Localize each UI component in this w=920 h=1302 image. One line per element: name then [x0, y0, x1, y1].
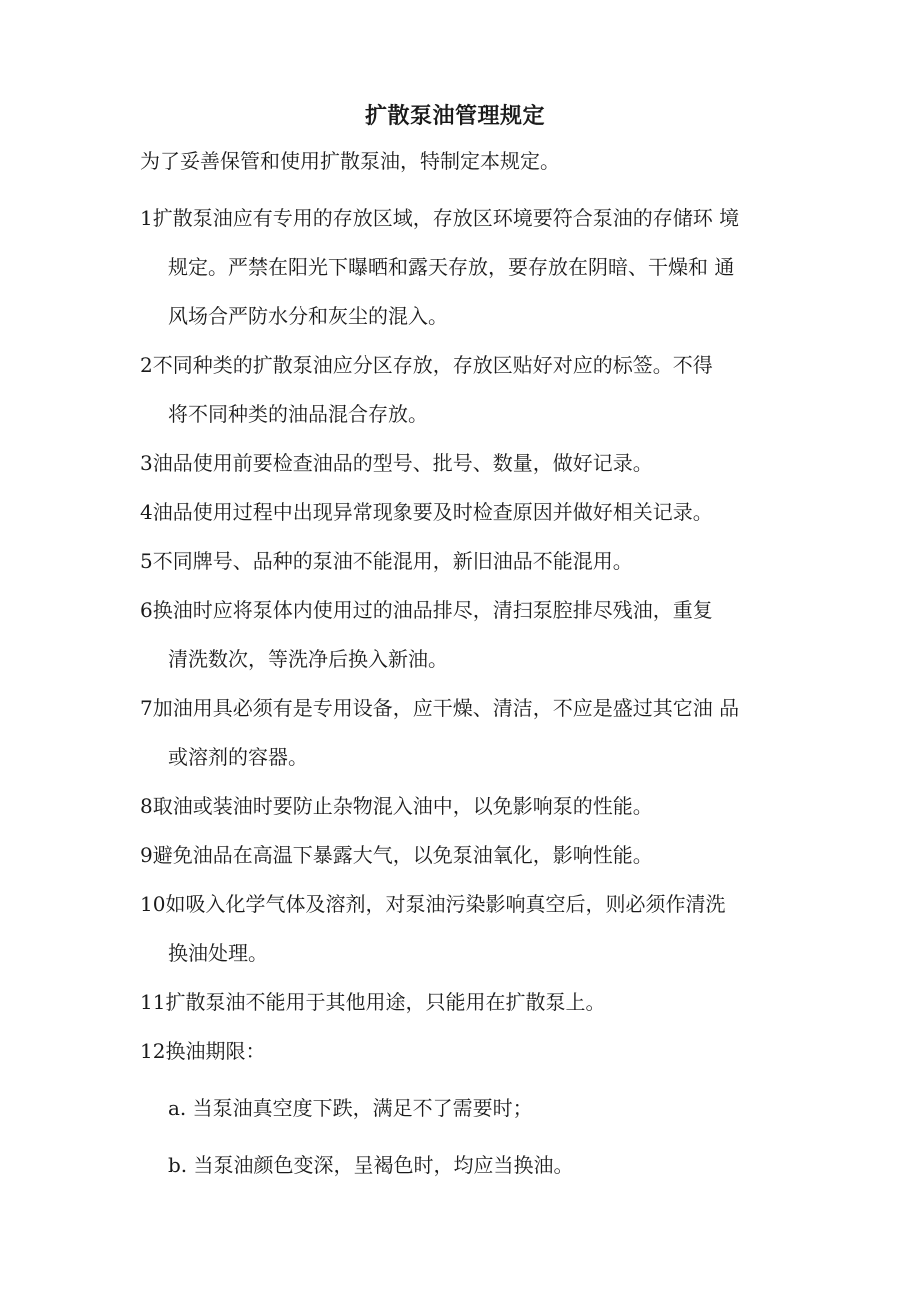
regulation-item-continuation-line: 换油处理。 [168, 941, 268, 965]
regulation-item-first-line [140, 537, 780, 586]
regulation-item-text: 不同种类的扩散泵油应分区存放，存放区贴好对应的标签。不得 [152, 353, 713, 377]
regulation-item-text: 换油时应将泵体内使用过的油品排尽，清扫泵腔排尽残油，重复 [152, 598, 713, 622]
document-intro: 为了妥善保管和使用扩散泵油，特制定本规定。 [140, 149, 560, 173]
regulation-item-number: 9 [140, 843, 153, 867]
regulation-item-number: 11 [140, 990, 166, 1014]
regulation-item [140, 194, 780, 341]
condition-item-b: b. 当泵油颜色变深，呈褐色时，均应当换油。 [168, 1153, 574, 1177]
document-title: 扩散泵油管理规定 [364, 103, 545, 129]
regulation-item-text: 油品使用过程中出现异常现象要及时检查原因并做好相关记录。 [152, 500, 713, 524]
regulation-item-text: 如吸入化学气体及溶剂，对泵油污染影响真空后，则必须作清洗 [165, 892, 726, 916]
regulation-item-first-line [140, 341, 780, 390]
regulation-item-text: 加油用具必须有是专用设备，应干燥、清洁，不应是盛过其它油 品 [152, 696, 740, 720]
regulation-item-number: 3 [140, 451, 153, 475]
regulation-item-number: 2 [140, 353, 153, 377]
regulation-item-continuation-line: 清洗数次，等洗净后换入新油。 [168, 647, 448, 671]
regulation-item-text: 避免油品在高温下暴露大气，以免泵油氧化，影响性能。 [152, 843, 653, 867]
regulation-item-first-line [140, 831, 780, 880]
regulation-item-number: 5 [140, 549, 153, 573]
regulation-item [140, 782, 780, 831]
regulation-item-text: 扩散泵油不能用于其他用途，只能用在扩散泵上。 [165, 990, 606, 1014]
regulation-item-number: 10 [140, 892, 166, 916]
regulation-item-number: 8 [140, 794, 153, 818]
regulation-item-number: 7 [140, 696, 153, 720]
regulation-item-first-line [140, 586, 780, 635]
regulation-item [140, 684, 780, 782]
regulation-item-continuation-line: 风场合严防水分和灰尘的混入。 [168, 304, 448, 328]
regulation-item-text: 扩散泵油应有专用的存放区域，存放区环境要符合泵油的存储环 境 [152, 206, 740, 230]
regulation-item-number: 6 [140, 598, 153, 622]
regulation-item-first-line [140, 782, 780, 831]
regulation-item [140, 880, 780, 978]
regulation-item-text: 换油期限： [165, 1039, 266, 1063]
regulation-item [140, 831, 780, 880]
regulation-item [140, 537, 780, 586]
regulation-item-first-line [140, 978, 780, 1027]
regulation-item [140, 341, 780, 439]
regulation-item [140, 1027, 780, 1076]
regulation-item-number: 12 [140, 1039, 166, 1063]
regulation-item [140, 586, 780, 684]
regulation-item-first-line [140, 194, 780, 243]
regulation-items [140, 194, 780, 1076]
regulation-item [140, 439, 780, 488]
condition-item-a: a. 当泵油真空度下跌，满足不了需要时； [168, 1096, 533, 1120]
regulation-item-first-line [140, 684, 780, 733]
regulation-item-first-line [140, 1027, 780, 1076]
regulation-list [140, 194, 780, 1190]
regulation-item-number: 1 [140, 206, 153, 230]
regulation-item-number: 4 [140, 500, 153, 524]
replacement-conditions-list [140, 1084, 780, 1190]
regulation-item [140, 978, 780, 1027]
regulation-item-first-line [140, 488, 780, 537]
regulation-item-continuation-line: 或溶剂的容器。 [168, 745, 308, 769]
regulation-item-continuation-line: 将不同种类的油品混合存放。 [168, 402, 428, 426]
regulation-item [140, 488, 780, 537]
regulation-item-text: 不同牌号、品种的泵油不能混用，新旧油品不能混用。 [152, 549, 633, 573]
regulation-item-text: 油品使用前要检查油品的型号、批号、数量，做好记录。 [152, 451, 653, 475]
regulation-item-first-line [140, 880, 780, 929]
regulation-item-text: 取油或装油时要防止杂物混入油中，以免影响泵的性能。 [152, 794, 653, 818]
regulation-item-first-line [140, 439, 780, 488]
regulation-item-continuation-line: 规定。严禁在阳光下曝晒和露天存放，要存放在阴暗、干燥和 通 [168, 255, 735, 279]
